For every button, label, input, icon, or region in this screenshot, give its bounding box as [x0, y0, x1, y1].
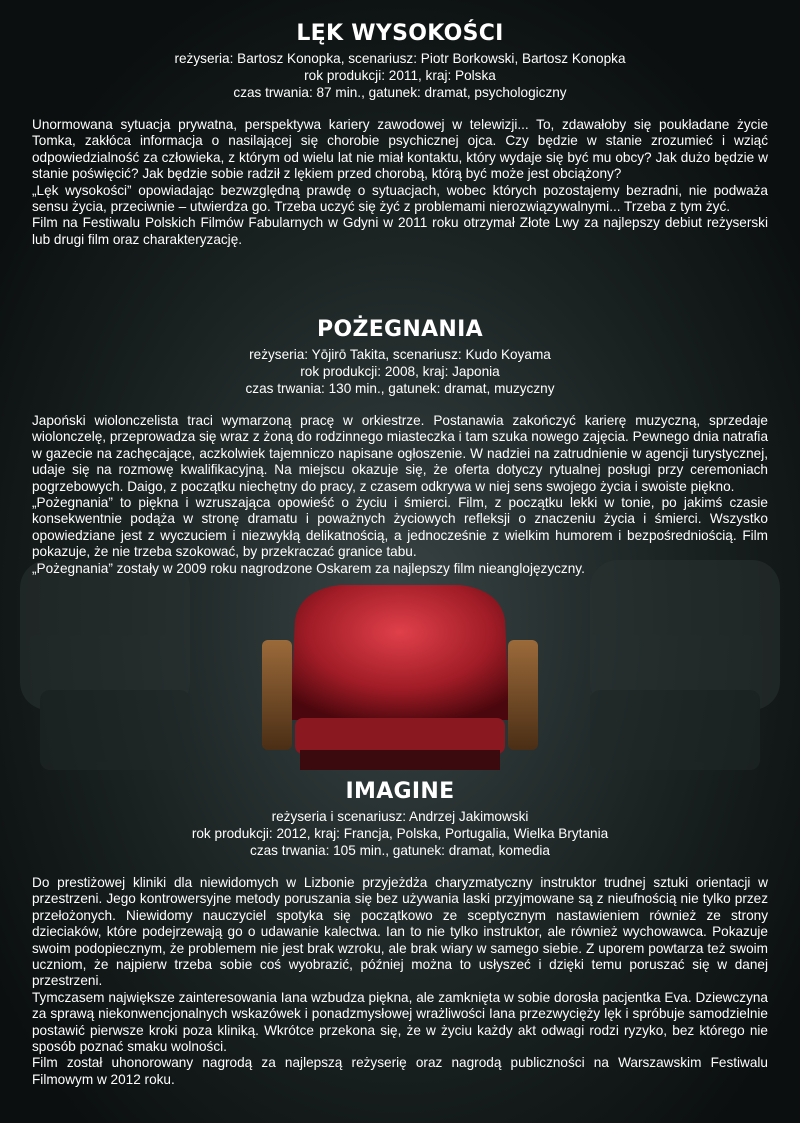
film-title: IMAGINE	[345, 779, 455, 804]
film-credits: reżyseria: Bartosz Konopka, scenariusz: Piotr Borkowski, Bartosz Konopka	[174, 51, 626, 66]
description-paragraph: Film został uhonorowany nagrodą za najlepszą reżyserię oraz nagrodą publiczności na Warszawskim Festiwalu Filmowym w 2012 roku.	[32, 1055, 768, 1087]
film-credits: reżyseria: Yōjirō Takita, scenariusz: Kudo Koyama	[249, 347, 551, 362]
description-paragraph: Unormowana sytuacja prywatna, perspektywa kariery zawodowej w telewizji... To, zdawałoby się poukładane życie Tomka, zakłóca informacja o nasilającej się chorobie psychicznej ojca. Czy będzie w stanie zrozumieć i wziąć odpowiedzialność za człowieka, z którym od wielu lat nie miał kontaktu, który wydaje się być mu obcy? Jak dużo będzie w stanie poświęcić? Jak będzie sobie radził z lękiem przed chorobą, którą być może jest obciążony?	[32, 117, 768, 182]
film-duration-genre: czas trwania: 87 min., gatunek: dramat, psychologiczny	[233, 85, 567, 100]
description-paragraph: „Lęk wysokości” opowiadając bezwzględną prawdę o sytuacjach, wobec których pozostajemy bezradni, nie podważa sensu życia, przeciwnie – utwierdza go. Trzeba uczyć się żyć z problemami nierozwiązywalnymi... Trzeba z tym żyć.	[32, 182, 768, 215]
film-credits: reżyseria i scenariusz: Andrzej Jakimowski	[271, 809, 529, 824]
film-production: rok produkcji: 2012, kraj: Francja, Polska, Portugalia, Wielka Brytania	[191, 826, 609, 841]
film-duration-genre: czas trwania: 130 min., gatunek: dramat, muzyczny	[245, 381, 555, 396]
film-production: rok produkcji: 2008, kraj: Japonia	[300, 364, 500, 379]
film-duration-genre: czas trwania: 105 min., gatunek: dramat, komedia	[250, 843, 550, 858]
description-paragraph: Film na Festiwalu Polskich Filmów Fabularnych w Gdyni w 2011 roku otrzymał Złote Lwy za najlepszy debiut reżyserski lub drugi film oraz charakteryzację.	[32, 215, 768, 247]
film-section-lek-wysokosci	[32, 20, 768, 248]
description-paragraph: Tymczasem największe zainteresowania Iana wzbudza piękna, ale zamknięta w sobie dorosła pacjentka Eva. Dziewczyna za sprawą niekonwencjonalnych wskazówek i ponadzmysłowej wrażliwości Iana przezwycięży lęk i spróbuje samodzielnie postawić pierwsze kroki poza kliniką. Wkrótce przekona się, że w życiu każdy akt odwagi rodzi ryzyko, bez którego nie sposób poznać smaku wolności.	[32, 989, 768, 1055]
description-paragraph: Do prestiżowej kliniki dla niewidomych w Lizbonie przyjeżdża charyzmatyczny instruktor trudnej sztuki orientacji w przestrzeni. Jego kontrowersyjne metody poruszania się bez używania laski przyjmowane są z nieufnością nie tylko przez przełożonych. Niewidomy nauczyciel spotyka się początkowo ze sceptycznym nastawieniem również ze strony dzieciaków, które podejrzewają go o udawanie kalectwa. Ian to nie tylko instruktor, ale również wychowawca. Pokazuje swoim podopiecznym, że problemem nie jest brak wzroku, ale brak wiary w samego siebie. Z uporem powtarza też swoim uczniom, że najpierw trzeba sobie coś wyobrazić, później można to usłyszeć i dzięki temu poruszać się w danej przestrzeni.	[32, 875, 768, 989]
film-production: rok produkcji: 2011, kraj: Polska	[304, 68, 496, 83]
film-section-imagine	[32, 778, 768, 1088]
description-paragraph: „Pożegnania” to piękna i wzruszająca opowieść o życiu i śmierci. Film, z początku lekki w tonie, po jakimś czasie konsekwentnie podąża w stronę dramatu i poważnych życiowych refleksji o znaczeniu życia i śmierci. Wszystko opowiedziane jest z wyczuciem i niezwykłą delikatnością, a jednocześnie z wielkim humorem i bezpośredniością. Film pokazuje, że nie trzeba szokować, by przekraczać granice tabu.	[32, 495, 768, 560]
film-description	[32, 117, 768, 248]
description-paragraph: Japoński wiolonczelista traci wymarzoną pracę w orkiestrze. Postanawia zakończyć karierę muzyczną, sprzedaje wiolonczelę, przeprowadza się wraz z żoną do rodzinnego miasteczka i tam szuka nowego zajęcia. Pewnego dnia natrafia w gazecie na zachęcające, aczkolwiek tajemniczo napisane ogłoszenie. W nadziei na zatrudnienie w agencji turystycznej, udaje się na rozmowę kwalifikacyjną. Na miejscu okazuje się, że oferta dotyczy rytualnej posługi przy ceremoniach pogrzebowych. Daigo, z początku niechętny do pracy, z czasem odkrywa w niej sens swojego życia i swoiste piękno.	[32, 413, 768, 494]
film-section-pozegnania	[32, 316, 768, 577]
description-paragraph: „Pożegnania” zostały w 2009 roku nagrodzone Oskarem za najlepszy film nieanglojęzyczny.	[32, 560, 585, 576]
film-description	[32, 875, 768, 1088]
film-title: LĘK WYSOKOŚCI	[296, 21, 504, 46]
film-description	[32, 413, 768, 577]
film-title: POŻEGNANIA	[317, 317, 483, 342]
